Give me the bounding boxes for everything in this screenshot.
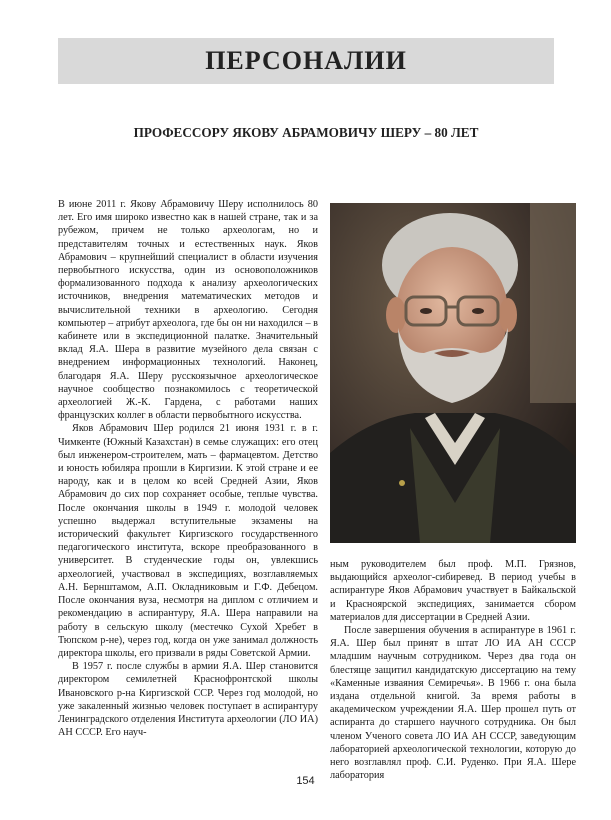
right-paragraph-1: ным руководителем был проф. М.П. Грязнов, выдающийся археолог-сибиревед. В период учебы в аспирантуре Яков Абрамович участвует в Байкальской и Красноярской экспедициях, занимается сбором материалов для диссертации в Средней Азии. bbox=[330, 559, 576, 623]
portrait-photo bbox=[330, 203, 576, 543]
section-title: ПЕРСОНАЛИИ bbox=[205, 46, 407, 75]
left-paragraph-2: Яков Абрамович Шер родился 21 июня 1931 г. в г. Чимкенте (Южный Казахстан) в семье служащих: его отец был инженером-строителем, мать – фармацевтом. Детство и юность юбиляра прошли в Киргизии. К этой стране и ее народу, как и в целом ко всей Средней Азии, Яков Абрамович до сих пор сохраняет особые, теплые чувства. После окончания школы в 1949 г. молодой человек успешно выдержал вступительные экзамены на исторический факультет Киргизского государственного педагогического института, вскоре преобразованного в университет. В студенческие годы он, увлекшись археологией, участвовал в экспедициях, возглавляемых А.Н. Бернштамом, А.П. Окладниковым и Г.Ф. Дебецом. После окончания вуза, несмотря на диплом с отличием и рекомендацию в аспирантуру, Я.А. Шера направили на работу в сельскую школу (местечко Сухой Хребет в Тюпском р-не), через год, когда он уже занимал должность директора школы, его призвали в ряды Советской Армии. bbox=[58, 423, 318, 659]
left-paragraph-1: В июне 2011 г. Якову Абрамовичу Шеру исполнилось 80 лет. Его имя широко известно как в нашей стране, так и за рубежом, причем не только археологам, но и представителям точных и естественных наук. Яков Абрамович – крупнейший специалист в области изучения первобытного искусства, один из основоположников формализованного подхода к анализу археологических источников, внедрения математических методов и вычислительной техники в археологию. Сегодня компьютер – атрибут археолога, где бы он ни находился – в кабинете или в экспедиционной палатке. Значительный вклад Я.А. Шера в развитие музейного дела связан с внедрением информационных технологий. Наконец, благодаря Я.А. Шеру русскоязычное археологическое научное сообщество познакомилось с теоретической археологией Ж.-К. Гардена, с работами наших французских коллег в области первобытного искусства. bbox=[58, 199, 318, 422]
left-column bbox=[58, 198, 318, 739]
right-column bbox=[330, 558, 576, 782]
portrait-illustration bbox=[330, 203, 576, 543]
right-paragraph-2: После завершения обучения в аспирантуре в 1961 г. Я.А. Шер был принят в штат ЛО ИА АН СССР младшим научным сотрудником. Через два года он блестяще защитил кандидатскую диссертацию на тему «Каменные изваяния Семиречья». В 1966 г. она была издана отдельной книгой. За время работы в академическом учреждении Я.А. Шер прошел путь от аспиранта до старшего научного сотрудника. Он был членом Ученого совета ЛО ИА АН СССР, заведующим лабораторией археологической технологии, которую до него возглавлял проф. С.И. Руденко. При Я.А. Шере лаборатория bbox=[330, 625, 576, 782]
section-header-bar bbox=[58, 38, 554, 84]
page-number: 154 bbox=[296, 775, 315, 787]
article-title: ПРОФЕССОРУ ЯКОВУ АБРАМОВИЧУ ШЕРУ – 80 ЛЕТ bbox=[133, 125, 479, 140]
left-paragraph-3: В 1957 г. после службы в армии Я.А. Шер становится директором семилетней Краснофронтской школы Ивановского р-на Киргизской ССР. Через год молодой, но уже закаленный жизнью человек поступает в аспирантуру Ленинградского отделения Института археологии (ЛО ИА) АН СССР. Его науч- bbox=[58, 661, 318, 739]
